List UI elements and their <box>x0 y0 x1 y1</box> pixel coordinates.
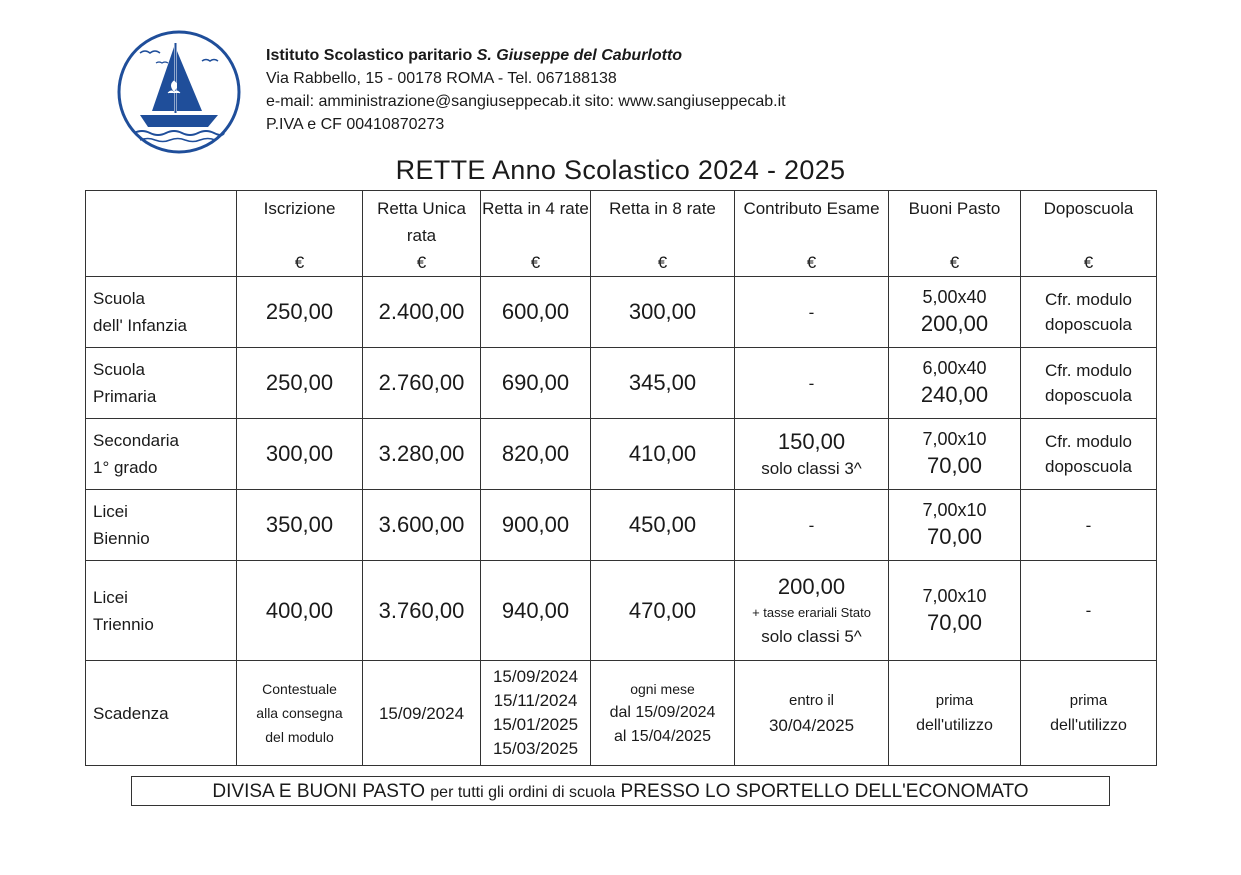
institute-name: Istituto Scolastico paritario S. Giuseppe del Caburlotto <box>266 47 683 64</box>
institute-address: Via Rabbello, 15 - 00178 ROMA - Tel. 067188138 <box>266 70 617 87</box>
row-label: Licei Triennio <box>86 561 237 661</box>
school-logo <box>116 29 242 155</box>
table-row <box>86 419 1157 490</box>
cell-esame: - <box>735 277 889 348</box>
row-label: Scuola Primaria <box>86 348 237 419</box>
cell-iscrizione: 300,00 <box>237 419 363 490</box>
table-row <box>86 561 1157 661</box>
cell-8-rate: 450,00 <box>591 490 735 561</box>
row-label: Secondaria 1° grado <box>86 419 237 490</box>
cell-4-rate: 820,00 <box>481 419 591 490</box>
cell-8-rate: 470,00 <box>591 561 735 661</box>
cell-doposcuola: Cfr. modulo doposcuola <box>1021 419 1157 490</box>
row-label: Licei Biennio <box>86 490 237 561</box>
table-row <box>86 348 1157 419</box>
header-iscrizione: Iscrizione € <box>237 191 363 277</box>
institute-info <box>266 44 786 136</box>
cell-doposcuola: - <box>1021 490 1157 561</box>
cell-deadline-4-rate: 15/09/2024 15/11/2024 15/01/2025 15/03/2025 <box>481 661 591 766</box>
institute-contacts: e-mail: amministrazione@sangiuseppecab.it sito: www.sangiuseppecab.it <box>266 93 786 110</box>
row-label: Scadenza <box>86 661 237 766</box>
cell-deadline-esame: entro il 30/04/2025 <box>735 661 889 766</box>
cell-unica: 2.760,00 <box>363 348 481 419</box>
fees-table <box>85 190 1157 766</box>
cell-buoni-pasto: 7,00x10 70,00 <box>889 490 1021 561</box>
header-4-rate: Retta in 4 rate € <box>481 191 591 277</box>
cell-4-rate: 600,00 <box>481 277 591 348</box>
cell-iscrizione: 250,00 <box>237 348 363 419</box>
header-esame: Contributo Esame € <box>735 191 889 277</box>
cell-esame: - <box>735 348 889 419</box>
page-title: RETTE Anno Scolastico 2024 - 2025 <box>395 155 846 185</box>
header-8-rate: Retta in 8 rate € <box>591 191 735 277</box>
cell-esame: 150,00 solo classi 3^ <box>735 419 889 490</box>
table-row <box>86 277 1157 348</box>
cell-iscrizione: 400,00 <box>237 561 363 661</box>
cell-8-rate: 410,00 <box>591 419 735 490</box>
footer-notice: DIVISA E BUONI PASTO per tutti gli ordini di scuola PRESSO LO SPORTELLO DELL'ECONOMATO <box>131 776 1110 806</box>
cell-deadline-doposcuola: prima dell'utilizzo <box>1021 661 1157 766</box>
cell-esame: 200,00 + tasse erariali Stato solo classi 5^ <box>735 561 889 661</box>
cell-unica: 2.400,00 <box>363 277 481 348</box>
cell-unica: 3.280,00 <box>363 419 481 490</box>
institute-vat: P.IVA e CF 00410870273 <box>266 116 445 133</box>
header-buoni-pasto: Buoni Pasto € <box>889 191 1021 277</box>
cell-unica: 3.760,00 <box>363 561 481 661</box>
cell-8-rate: 345,00 <box>591 348 735 419</box>
cell-deadline-8-rate: ogni mese dal 15/09/2024 al 15/04/2025 <box>591 661 735 766</box>
cell-doposcuola: Cfr. modulo doposcuola <box>1021 277 1157 348</box>
cell-deadline-pasto: prima dell'utilizzo <box>889 661 1021 766</box>
header-empty <box>86 191 237 277</box>
cell-4-rate: 690,00 <box>481 348 591 419</box>
cell-buoni-pasto: 6,00x40 240,00 <box>889 348 1021 419</box>
cell-buoni-pasto: 7,00x10 70,00 <box>889 419 1021 490</box>
cell-buoni-pasto: 5,00x40 200,00 <box>889 277 1021 348</box>
cell-buoni-pasto: 7,00x10 70,00 <box>889 561 1021 661</box>
cell-iscrizione: 250,00 <box>237 277 363 348</box>
cell-iscrizione: 350,00 <box>237 490 363 561</box>
cell-4-rate: 940,00 <box>481 561 591 661</box>
cell-unica: 3.600,00 <box>363 490 481 561</box>
table-header-row <box>86 191 1157 277</box>
header-doposcuola: Doposcuola € <box>1021 191 1157 277</box>
cell-8-rate: 300,00 <box>591 277 735 348</box>
cell-doposcuola: - <box>1021 561 1157 661</box>
deadline-row <box>86 661 1157 766</box>
table-row <box>86 490 1157 561</box>
cell-doposcuola: Cfr. modulo doposcuola <box>1021 348 1157 419</box>
cell-deadline-iscrizione: Contestuale alla consegna del modulo <box>237 661 363 766</box>
cell-deadline-unica: 15/09/2024 <box>363 661 481 766</box>
row-label: Scuola dell' Infanzia <box>86 277 237 348</box>
cell-esame: - <box>735 490 889 561</box>
cell-4-rate: 900,00 <box>481 490 591 561</box>
header-unica: Retta Unica rata € <box>363 191 481 277</box>
